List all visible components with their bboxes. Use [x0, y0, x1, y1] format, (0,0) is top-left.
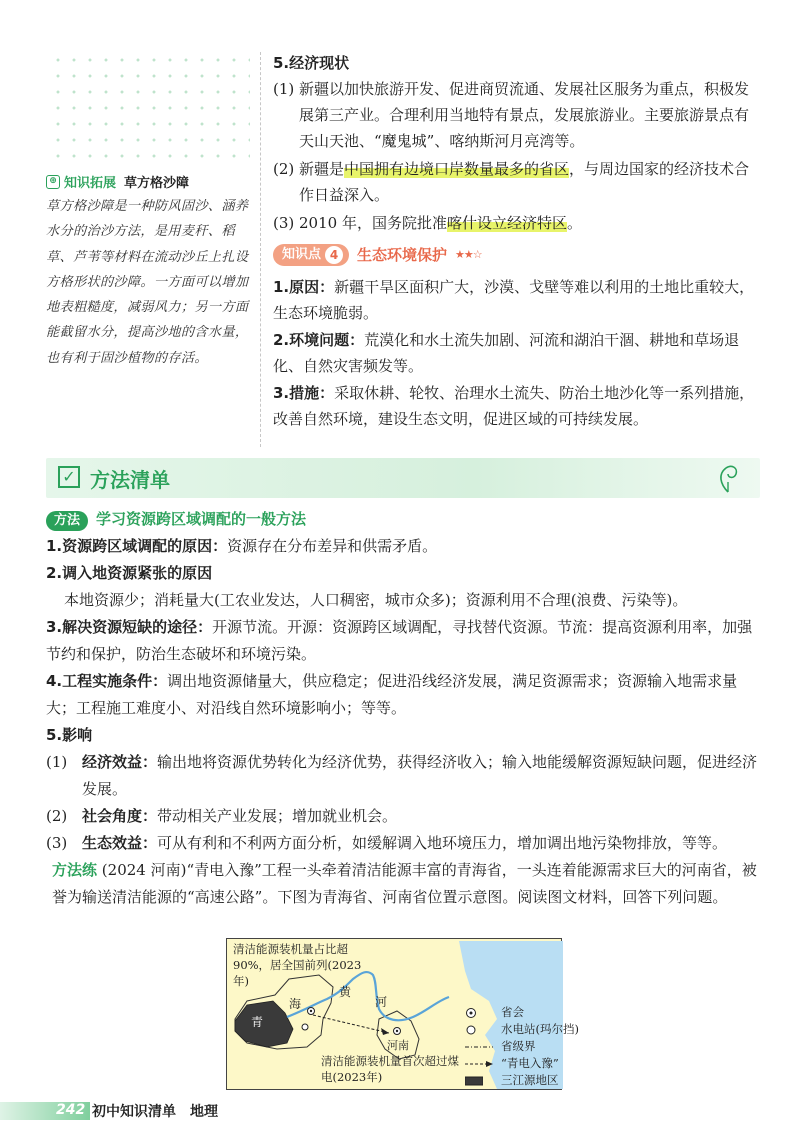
legend-label: 省级界: [501, 1039, 536, 1053]
item-label: 3.解决资源短缺的途径：: [46, 618, 213, 636]
method-tag: 方法: [46, 511, 88, 531]
item-label: 4.工程实施条件：: [46, 672, 168, 690]
impact-item: [46, 830, 760, 857]
item-label: 社会角度：: [82, 807, 158, 825]
item-label: 2.环境问题：: [273, 331, 365, 349]
impact-item: [46, 803, 760, 830]
method-item: [46, 722, 760, 749]
exercise-paragraph: [46, 857, 760, 911]
map-label: 河: [375, 995, 388, 1009]
tip-body: 草方格沙障是一种防风固沙、涵养水分的治沙方法，是用麦秆、稻草、芦苇等材料在流动沙丘上扎设方格形状的沙障。一方面可以增加地表粗糙度，减弱风力；另一方面能截留水分，提高沙地的含水量，也有利于固沙植物的存活。: [46, 199, 249, 366]
exercise-text: (2024 河南)“青电入豫”工程一头牵着清洁能源丰富的青海省，一头连着能源需求巨大的河南省，被誉为输送清洁能源的“高速公路”。下图为青海省、河南省位置示意图。阅读图文材料，回答下列问题。: [52, 861, 757, 906]
page-number: 242: [56, 1102, 86, 1118]
method-item: [46, 668, 760, 722]
hydro-station-icon: [465, 1024, 495, 1036]
paragraph-text: 新疆是: [299, 160, 345, 178]
checkbox-icon: ✓: [58, 466, 80, 488]
page-footer: [0, 1098, 800, 1124]
capital-icon: [465, 1007, 495, 1019]
item-text: 新疆干旱区面积广大，沙漠、戈壁等难以利用的土地比重较大，生态环境脆弱。: [273, 278, 755, 322]
knowledge-point-header: [273, 242, 763, 268]
footer-book-title: [92, 1101, 218, 1121]
item-number: (1): [46, 753, 68, 771]
map-label: 青: [251, 1015, 264, 1029]
item-label: 5.影响: [46, 726, 93, 744]
paragraph-text: 2010 年，国务院批准: [299, 214, 447, 232]
dot-grid-decoration: [50, 52, 250, 162]
tip-label: 知识拓展: [64, 176, 117, 191]
item-text: 可从有利和不利两方面分析，如缓解调入地环境压力，增加调出地污染物排放，等等。: [157, 834, 728, 852]
leaf-swirl-icon: [714, 460, 742, 494]
method-banner: [46, 458, 760, 498]
paragraph-number: (3): [273, 214, 295, 232]
legend-label: 三江源地区: [501, 1073, 559, 1087]
legend-item: [465, 1038, 579, 1055]
paragraph: [273, 210, 763, 236]
method-section: [46, 506, 760, 911]
legend-item: [465, 1021, 579, 1038]
item-number: (3): [46, 834, 68, 852]
paragraph: [273, 156, 763, 208]
map-label: 黄: [339, 985, 352, 999]
province-border-icon: [465, 1043, 495, 1051]
paragraph-text: 新疆以加快旅游开发、促进商贸流通、发展社区服务为重点，积极发展第三产业。合理利用当地特有景点，发展旅游业。主要旅游景点有天山天池、“魔鬼城”、喀纳斯河月亮湾等。: [299, 80, 750, 150]
method-title: 学习资源跨区域调配的一般方法: [96, 510, 307, 528]
legend-item: [465, 1004, 579, 1021]
item-label: 1.资源跨区域调配的原因：: [46, 537, 228, 555]
item-text: 带动相关产业发展；增加就业机会。: [157, 807, 398, 825]
item-text: 开源节流。开源：资源跨区域调配，寻找替代资源。节流：提高资源利用率，加强节约和保护，防治生态破坏和环境污染。: [46, 618, 753, 663]
knowledge-point-title: 生态环境保护: [357, 246, 448, 264]
method-item: [46, 533, 760, 560]
badge-number: 4: [325, 246, 343, 264]
item-text: 调出地资源储量大，供应稳定；促进沿线经济发展，满足资源需求；资源输入地需求量大；工程施工难度小、对沿线自然环境影响小；等等。: [46, 672, 738, 717]
item-text: 采取休耕、轮牧、治理水土流失、防治土地沙化等一系列措施，改善自然环境，建设生态文明，促进区域的可持续发展。: [273, 384, 755, 428]
legend-item: [465, 1055, 579, 1072]
difficulty-stars-icon: ★★☆: [455, 248, 482, 261]
highlight-text: 中国拥有边境口岸数量最多的省区: [344, 160, 570, 178]
paragraph-number: (2): [273, 160, 295, 178]
tip-title: 草方格沙障: [124, 176, 190, 191]
maerdang-hydro-station: [302, 1024, 308, 1030]
transmission-arrow-icon: [465, 1060, 495, 1068]
item-label: 经济效益：: [82, 753, 158, 771]
paragraph-text: ，与周边国家的经济技术合作日益深入。: [299, 160, 750, 204]
section-title: 5.经济现状: [273, 54, 350, 72]
legend-item: [465, 1072, 579, 1089]
transmission-line: [313, 1015, 389, 1033]
map-caption-qinghai: 清洁能源装机量占比超90%，居全国前列(2023年): [233, 942, 362, 988]
legend-label: 省会: [501, 1005, 524, 1019]
item-number: (2): [46, 807, 68, 825]
item-text: 输出地将资源优势转化为经济优势，获得经济收入；输入地能缓解资源短缺问题，促进经济发展。: [82, 753, 758, 798]
item-label: 3.措施：: [273, 384, 335, 402]
item-label: 2.调入地资源紧张的原因: [46, 564, 213, 582]
highlight-text: 喀什设立经济特区: [446, 214, 567, 232]
column-divider: [260, 52, 261, 447]
exercise-tag: 方法练: [52, 861, 98, 879]
map-label: 海: [289, 997, 302, 1011]
item-text: 荒漠化和水土流失加剧、河流和湖泊干涸、耕地和草场退化、自然灾害频发等。: [273, 331, 740, 375]
economy-section: [273, 50, 763, 433]
method-item: [46, 614, 760, 668]
knowledge-item: [273, 274, 763, 326]
tip-header: [46, 172, 189, 191]
legend-label: “青电入豫”: [501, 1056, 559, 1070]
paragraph-text: 。: [566, 214, 582, 232]
method-item: [46, 560, 760, 587]
item-text: 本地资源少；消耗量大(工农业发达，人口稠密，城市众多)；资源利用不合理(浪费、污染等)。: [64, 591, 688, 609]
method-header: [46, 506, 760, 533]
knowledge-item: [273, 327, 763, 379]
badge-label: 知识点: [282, 247, 322, 262]
knowledge-point-badge: [273, 244, 349, 266]
legend-label: 水电站(玛尔挡): [501, 1022, 579, 1036]
map-label: 河南: [387, 1039, 409, 1052]
paragraph-number: (1): [273, 80, 295, 98]
knowledge-item: [273, 380, 763, 432]
paragraph: [273, 76, 763, 154]
sanjiangyuan-area-icon: [465, 1076, 495, 1086]
subject-label: 地理: [190, 1104, 218, 1120]
map-caption-henan: 清洁能源装机量首次超过煤电(2023年): [321, 1054, 459, 1084]
book-title: 初中知识清单: [92, 1104, 176, 1120]
map-legend: [465, 1004, 579, 1089]
item-label: 生态效益：: [82, 834, 158, 852]
banner-title: 方法清单: [90, 468, 170, 492]
impact-item: [46, 749, 760, 803]
item-label: 1.原因：: [273, 278, 335, 296]
item-text: 资源存在分布差异和供需矛盾。: [227, 537, 438, 555]
knowledge-expand-icon: ⊕: [46, 175, 60, 189]
